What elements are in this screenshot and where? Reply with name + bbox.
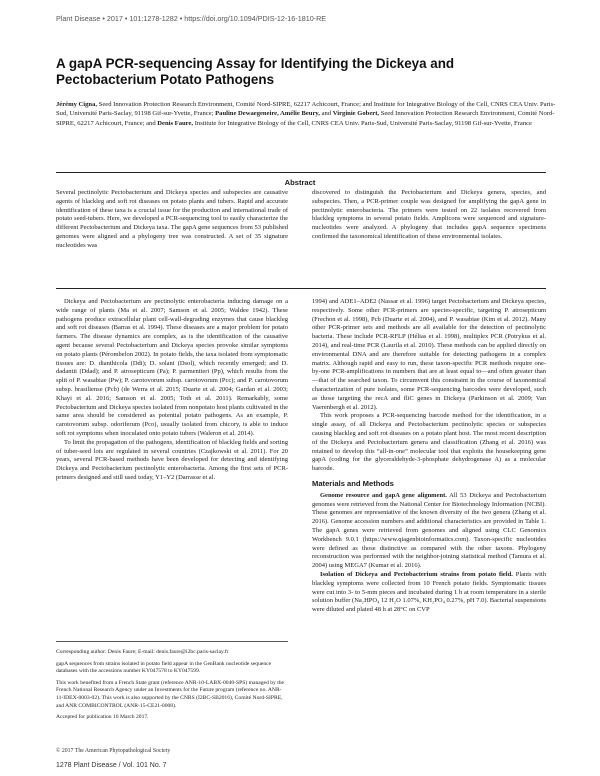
author-affiliation: Seed Innovation Protection Research Environment, Comité Nord-SIPRE, 62217 Achicourt, France; and xyxy=(56,110,555,127)
author-name: Denis Faure, xyxy=(157,119,194,127)
author-affiliation: Seed Innovation Protection Research Environment, Comité Nord-SIPRE, 62217 Achicourt, France; and Institute for Integrative Biology of the Cell, CNRS CEA Univ. Paris-Sud, Université Paris-Saclay, 91198 Gif-sur-Yvette, France; xyxy=(56,101,556,118)
accession-note: gapA sequences from strains isolated in potato field appear in the GenBank nucleotide sequence databases with the accessions number KY047578 to KY047599. xyxy=(56,660,272,675)
body-right-column xyxy=(312,298,546,615)
abstract-heading: Abstract xyxy=(284,178,316,187)
body-left-column xyxy=(56,298,288,483)
paragraph-text: Plants with blackleg symptoms were collected from 10 French potato fields. Symptomatic tissues were cut into 3- to 5-mm pieces and incubated during 1 h at room temperature in a sterile solution buffer (Na₂HPO₄ 12 H₂O 1.07%, KH₂PO₄ 0.27%, pH 7.0). Bacterial suspensions were diluted and plated 48 h at 28°C on CVP xyxy=(312,570,546,614)
running-head: Plant Disease • 2017 • 101:1278-1282 • https://doi.org/10.1094/PDIS-12-16-1810-RE xyxy=(56,14,327,23)
abstract-bottom-rule xyxy=(56,288,546,289)
abstract-left-column xyxy=(56,189,288,251)
corresponding-author-note: Corresponding author: Denis Faure; E-mail: denis.faure@i2bc.paris-saclay.fr xyxy=(56,649,229,655)
paragraph-text: All 53 Dickeya and Pectobacterium genomes were retrieved from the National Center for Biotechnology Information (NCBI). These genomes are representative of the known diversity of the two genera (Zhang et al. 2016). Genome accession numbers and additional characteristics are provided in Table 1. The gapA genes were retrieved from genomes and aligned using CLC Genomics Workbench 9.0.1 (https://www.qiagenbioinformatics.com). Taxon-specific nucleotides were defined as those distinctive as compared with the other taxons. Phylogeny reconstruction was performed with the neighbor-joining statistical method (Tamura et al. 2004) using MEGA7 (Kumar et al. 2016). xyxy=(312,491,547,570)
page-footer: 1278 Plant Disease / Vol. 101 No. 7 xyxy=(56,762,167,769)
paragraph: To limit the propagation of the pathogens, identification of blackleg fields and sorting of tuber-seed lots are regulated in several countries (Czajkowski et al. 2011). For 20 years, several PCR-based methods have been developed for detecting and identifying Dickeya and Pectobacterium pectinolytic enterobacteria. Among the first sets of PCR-primers designed and still used today, Y1–Y2 (Darrasse et al. xyxy=(56,438,288,481)
author-affiliation: and xyxy=(319,110,333,118)
abstract-text: Several pectinolytic Pectobacterium and Dickeya species and subspecies are causative agents of blackleg and soft rot diseases on potato plants and tubers. Rapid and accurate identification of these taxa is a crucial issue for the production and international trade of potato seed-tubers. Here, we developed a PCR-sequencing tool to easily characterize the different Pectobacterium and Dickeya taxa. The gapA gene sequences from 53 published genomes were aligned and a phylogeny tree was constructed. A set of 35 signature nucleotides was xyxy=(56,189,288,249)
abstract-text: discovered to distinguish the Pectobacterium and Dickeya genera, species, and subspecies. Then, a PCR-primer couple was designed for amplifying the gapA gene in pectinolytic enterobacteria. The primers were tested on 22 isolates recovered from blackleg symptoms in several potato fields. Amplicons were sequenced and signature-nucleotides were analyzed. A phylogeny that includes gapA sequence specimens confirmed the taxonomical identification of these environmental isolates. xyxy=(312,189,546,240)
paragraph xyxy=(312,571,546,615)
author-block xyxy=(56,100,556,128)
abstract-right-column xyxy=(312,189,546,242)
author-name: Pauline Dewaegeneire, Amélie Beury, xyxy=(215,110,320,118)
copyright: © 2017 The American Phytopathological Society xyxy=(56,748,171,754)
paragraph: Dickeya and Pectobacterium are pectinolytic enterobacteria inducing damage on a wide range of plants (Ma et al. 2007; Samson et al. 2005; Waldee 1942). These pathogens produce extracellular plant cell-wall-degrading enzymes that cause blackleg and soft rot diseases (Barras et al. 1994). These diseases are a major problem for potato farmers. The disease dynamics are complex, as is the identification of the causative agent because several Pectobacterium and Dickeya species provoke similar symptoms on potato plants (Pérombelon 2002). In potato fields, the taxa isolated from symptomatic tissues are: D. dianthicola (Ddi); D. solani (Dsol), which recently emerged; and D. dadantii (Ddad); and P. atrosepticum (Pa); P. parmentieri (Pp), which results from the split of P. wasabiae (Pw); P. carotovorum subsp. carotovorum (Pcc); and P. carotovorum subsp. brasiliense (Pcb) (de Werra et al. 2015; Duarte et al. 2004; Gardan et al. 2003; Khayi et al. 2016; Samson et al. 2005; Toth et al. 2011). Remarkably, some Pectobacterium and Dickeya species isolated from nonpotato host plants cultivated in the same area should be considered as potential potato pathogens. As an example, P. carotovorum subsp. odoriferum (Pco), usually isolated from chicory, is able to induce soft rot symptoms when inoculated onto potato tubers (Waleron et al. 2014). xyxy=(56,298,288,437)
footnote-rule xyxy=(56,641,288,642)
runin-heading: Genome resource and gapA gene alignment. xyxy=(320,491,447,499)
footnotes xyxy=(56,649,288,726)
funding-note: This work benefited from a French State grant (reference ANR-10-LABX-0040-SPS) managed by the French National Research Agency under an Investments for the Future program (reference no. ANR-11-IDEX-0003-02). This work is also supported by the CNRS (I2BC-SB2016), Comité Nord-SIPRE, and ANR COMBICONTROL (ANR-15-CE21-0008). xyxy=(56,679,285,709)
paragraph: 1994) and ADE1–ADE2 (Nassar et al. 1996) target Pectobacterium and Dickeya species, respectively. Some other PCR-primers are species-specific, targeting P. atrosepticum (Frechon et al. 1998), Pcb (Duarte et al. 2004), and P. wasabiae (Kim et al. 2012). Many other PCR-primer sets and methods are all available for the detection of pectinolytic bacteria. These include PCR-RFLP (Hélias et al. 1998), multiplex PCR (Potrykus et al. 2014), and real-time PCR (Laurila et al. 2010). These methods can be applied directly on environmental DNA and are therefore suitable for detecting pathogens in a complex matrix. Although rapid and easy to run, these taxon-specific PCR methods require one-by-one PCR-amplifications in numbers that are at least equal to—and often greater than—that of the searched taxon. To circumvent this constraint in the course of taxonomical characterization of pure isolates, some PCR-sequencing barcodes were developed, such as those targeting the recA and fliC genes in Dickeya (Parkinson et al. 2009; Van Vaerenbergh et al. 2012). xyxy=(312,298,546,411)
paragraph: This work proposes a PCR-sequencing barcode method for the identification, in a single assay, of all Dickeya and Pectobacterium pectinolytic species or subspecies causing blackleg and soft rot diseases on a potato plant host. The most recent description of the Dickeya and Pectobacterium genera and classification (Zhang et al. 2016) was retained to develop this “all-in-one” molecular tool that exploits the housekeeping gene gapA (coding for the glyceraldehyde-3-phosphate dehydrogenase A) as a molecular barcode. xyxy=(312,412,546,473)
paper-title: A gapA PCR-sequencing Assay for Identifying the Dickeya and Pectobacterium Potato Pathogens xyxy=(56,56,455,87)
author-name: Virginie Gobert, xyxy=(332,110,380,118)
section-heading: Materials and Methods xyxy=(312,478,394,488)
paragraph xyxy=(312,492,546,571)
runin-heading: Isolation of Dickeya and Pectobacterium strains from potato field. xyxy=(320,570,513,578)
author-name: Jérémy Cigna, xyxy=(56,101,98,108)
abstract-top-rule xyxy=(56,172,546,173)
accepted-note: Accepted for publication 16 March 2017. xyxy=(56,714,149,721)
author-affiliation: Institute for Integrative Biology of the Cell, CNRS CEA Univ. Paris-Sud, Université Paris-Saclay, 91198 Gif-sur-Yvette, France xyxy=(193,119,532,127)
